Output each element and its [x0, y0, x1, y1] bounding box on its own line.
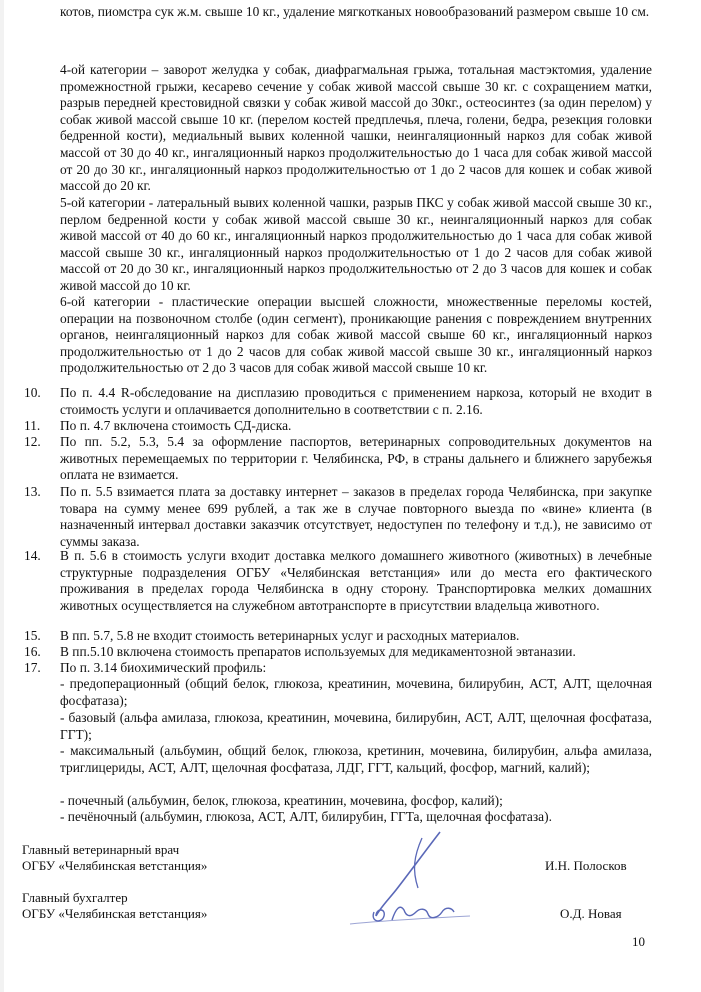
- scan-edge: [0, 0, 4, 992]
- handwritten-signature: [330, 828, 480, 928]
- accountant-name: О.Д. Новая: [560, 906, 622, 921]
- item-number: 12.: [24, 434, 41, 449]
- item-text: В пп. 5.7, 5.8 не входит стоимость ветеринарных услуг и расходных материалов.: [60, 628, 520, 643]
- profile-preoperative: - предоперационный (общий белок, глюкоза, креатинин, мочевина, билирубин, АСТ, АЛТ, щелочная фосфатаза);: [60, 676, 652, 708]
- category-4-text: 4-ой категории – заворот желудка у собак, диафрагмальная грыжа, тотальная мастэктомия, удаление промежностной грыжи, кесарево сечение у собак живой массой свыше 30 кг. с сохращением матки, разрыв передней крестовидной связки у собак живой массой до 30кг., остеосинтез (за один перелом) у собак живой массой свыше 10 кг. (перелом костей предплечья, плеча, голени, бедра, резекция головки бедренной кости), медиальный вывих коленной чашки, неингаляционный наркоз для собак живой массой от 30 до 40 кг., ингаляционный наркоз продолжительностью до 1 часа для собак живой массой от 20 до 30 кг., ингаляционный наркоз продолжительностью от 1 до 2 часов для кошек и собак живой массой до 20 кг.: [60, 62, 652, 194]
- item-text: По п. 5.5 взимается плата за доставку интернет – заказов в пределах города Челябинска, при закупке товара на сумму менее 699 рублей, а так же в случае повторного выезда по «вине» клиента (в назначенный интервал доставки заказчик отсутствует, недоступен по телефону и т.д.), не зависимо от суммы заказа.: [60, 484, 652, 549]
- vet-title: Главный ветеринарный врач: [22, 842, 180, 857]
- item-number: 10.: [24, 385, 41, 400]
- profile-hepatic: - печёночный (альбумин, глюкоза, АСТ, АЛТ, билирубин, ГГТа, щелочная фосфатаза).: [60, 809, 552, 824]
- vet-name: И.Н. Полосков: [545, 858, 627, 873]
- vet-organization: ОГБУ «Челябинская ветстанция»: [22, 858, 208, 873]
- item-number: 14.: [24, 548, 41, 563]
- category-6-text: 6-ой категории - пластические операции высшей сложности, множественные переломы костей, операции на позвоночном столбе (один сегмент), проникающие ранения с повреждением внутренних органов, неингаляционный наркоз для собак живой массой свыше 60 кг., ингаляционный наркоз продолжительностью от 1 до 2 часов для собак живой массой свыше 30 кг., ингаляционный наркоз продолжительностью от 2 до 3 часов для собак живой массой свыше 10 кг.: [60, 294, 652, 376]
- item-text: По пп. 5.2, 5.3, 5.4 за оформление паспортов, ветеринарных сопроводительных документов на животных перемещаемых по территории г. Челябинска, РФ, в страны дальнего и ближнего зарубежья оплата не взимается.: [60, 434, 652, 483]
- item-text: В пп.5.10 включена стоимость препаратов используемых для медикаментозной эвтаназии.: [60, 644, 576, 659]
- page-number: 10: [632, 934, 645, 949]
- item-number: 17.: [24, 660, 41, 675]
- accountant-organization: ОГБУ «Челябинская ветстанция»: [22, 906, 208, 921]
- item-text: По п. 4.4 R-обследование на дисплазию проводиться с применением наркоза, который не входит в стоимость услуги и оплачивается дополнительно в соответствии с п. 2.16.: [60, 385, 652, 417]
- continuation-text: котов, пиомстра сук ж.м. свыше 10 кг., удаление мягкотканых новообразований размером свыше 10 см.: [60, 4, 650, 19]
- category-5-text: 5-ой категории - латеральный вывих коленной чашки, разрыв ПКС у собак живой массой свыше 30 кг., перлом бедренной кости у собак живой массой свыше 30 кг., неингаляционный наркоз для собак живой массой от 40 до 60 кг., ингаляционный наркоз продолжительностью до 1 часа для собак живой массой свыше 30 кг., ингаляционный наркоз продолжительностью от 1 до 2 часов для собак живой массой от 20 до 30 кг., ингаляционный наркоз продолжительностью от 2 до 3 часов для кошек и собак живой массой до 10 кг.: [60, 195, 652, 293]
- item-text: По п. 3.14 биохимический профиль:: [60, 660, 267, 675]
- item-text: По п. 4.7 включена стоимость СД-диска.: [60, 418, 292, 433]
- profile-basic: - базовый (альфа амилаза, глюкоза, креатинин, мочевина, билирубин, АСТ, АЛТ, щелочная фосфатаза, ГГТ);: [60, 710, 652, 742]
- item-number: 11.: [24, 418, 41, 433]
- accountant-title: Главный бухгалтер: [22, 890, 128, 905]
- item-text: В п. 5.6 в стоимость услуги входит доставка мелкого домашнего животного (животных) в лечебные структурные подразделения ОГБУ «Челябинская ветстанция» или до места его фактического проживания в пределах города Челябинска в одну сторону. Транспортировка мелких домашних животных осуществляется на служебном автотранспорте в присутствии владельца животного.: [60, 548, 652, 613]
- profile-renal: - почечный (альбумин, белок, глюкоза, креатинин, мочевина, фосфор, калий);: [60, 793, 503, 808]
- item-number: 16.: [24, 644, 41, 659]
- item-number: 15.: [24, 628, 41, 643]
- profile-maximal: - максимальный (альбумин, общий белок, глюкоза, кретинин, мочевина, билирубин, альфа амилаза, триглицериды, АСТ, АЛТ, щелочная фосфатаза, ЛДГ, ГГТ, кальций, фосфор, магний, калий);: [60, 743, 652, 775]
- item-number: 13.: [24, 484, 41, 499]
